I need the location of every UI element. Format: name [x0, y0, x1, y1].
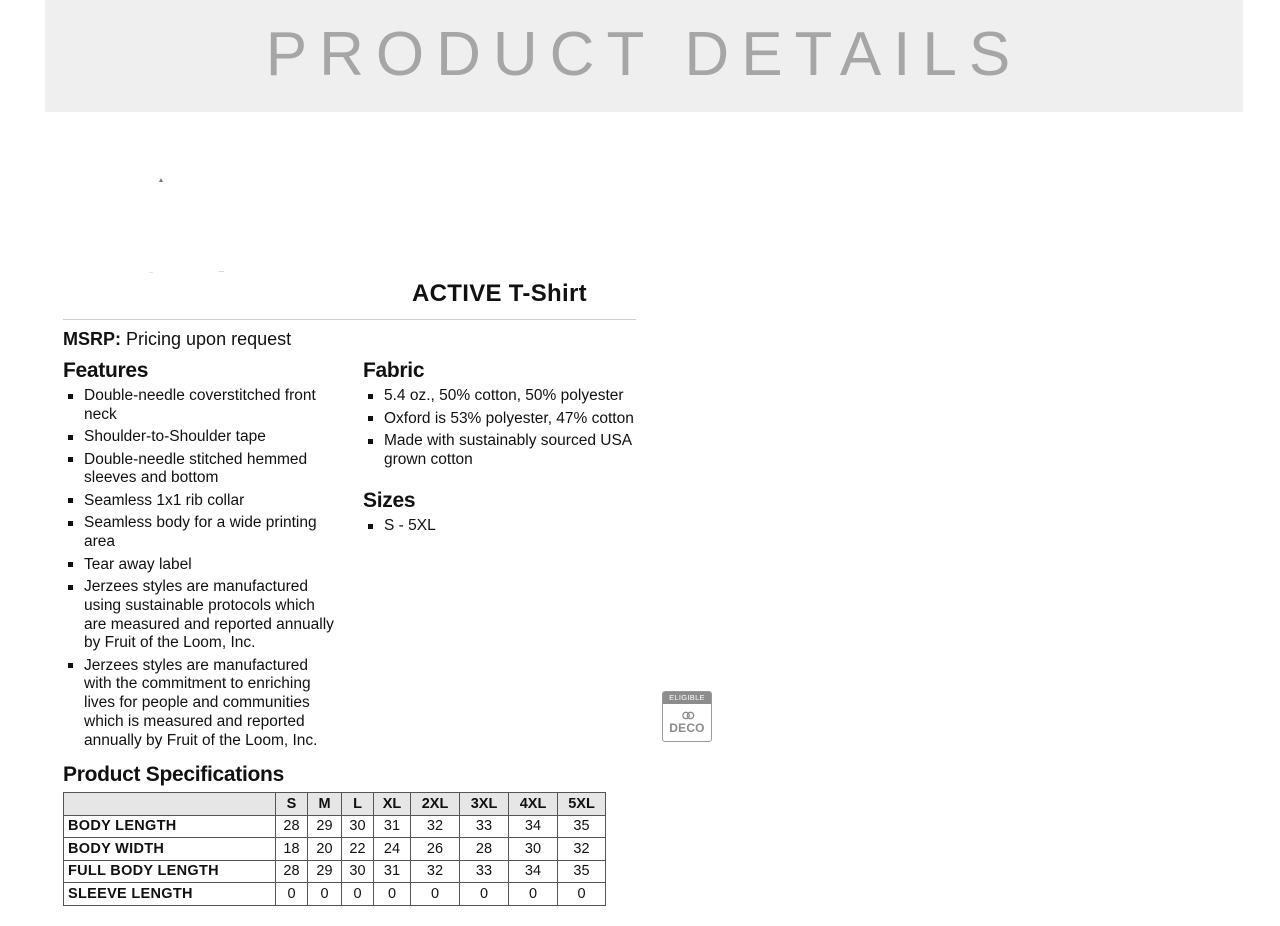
table-cell: 26 [411, 838, 460, 861]
row-label: BODY WIDTH [64, 838, 276, 861]
table-cell: 28 [276, 815, 308, 838]
table-cell: 0 [509, 883, 558, 906]
list-item: Jerzees styles are manufactured with the commitment to enriching lives for people and communities which is measured and reported annually by Fruit of the Loom, Inc. [63, 657, 335, 751]
table-header-row [64, 793, 606, 816]
fabric-list [363, 387, 643, 473]
product-name: ACTIVE T-Shirt [412, 280, 587, 307]
table-row [64, 815, 606, 838]
row-label: SLEEVE LENGTH [64, 883, 276, 906]
specs-table [63, 792, 606, 906]
table-row [64, 838, 606, 861]
specs-heading: Product Specifications [63, 763, 284, 786]
column-header: 2XL [411, 793, 460, 816]
table-cell: 29 [308, 815, 342, 838]
column-header: M [308, 793, 342, 816]
table-cell: 0 [374, 883, 411, 906]
column-header: 3XL [460, 793, 509, 816]
table-cell: 34 [509, 860, 558, 883]
list-item: Seamless 1x1 rib collar [63, 492, 335, 511]
table-cell: 31 [374, 860, 411, 883]
table-cell: 24 [374, 838, 411, 861]
list-item: Oxford is 53% polyester, 47% cotton [363, 410, 643, 429]
list-item: Double-needle coverstitched front neck [63, 387, 335, 424]
column-header: L [342, 793, 374, 816]
table-cell: 32 [411, 860, 460, 883]
product-image [63, 130, 393, 280]
table-cell: 0 [342, 883, 374, 906]
product-image-speck [149, 272, 153, 273]
sizes-heading: Sizes [363, 489, 416, 512]
table-cell: 32 [558, 838, 606, 861]
table-cell: 28 [460, 838, 509, 861]
list-item: 5.4 oz., 50% cotton, 50% polyester [363, 387, 643, 406]
msrp-label: MSRP: [63, 329, 121, 349]
badge-deco-label: DECO [669, 721, 705, 735]
table-row [64, 860, 606, 883]
row-label: BODY LENGTH [64, 815, 276, 838]
column-header: 4XL [509, 793, 558, 816]
table-cell: 33 [460, 815, 509, 838]
table-cell: 30 [342, 860, 374, 883]
table-cell: 30 [509, 838, 558, 861]
msrp-line [63, 329, 291, 350]
list-item: Tear away label [63, 556, 335, 575]
table-cell: 0 [276, 883, 308, 906]
table-cell: 28 [276, 860, 308, 883]
table-row [64, 883, 606, 906]
table-cell: 33 [460, 860, 509, 883]
column-header: S [276, 793, 308, 816]
table-cell: 31 [374, 815, 411, 838]
product-image-mark [159, 178, 163, 182]
table-cell: 35 [558, 815, 606, 838]
title-divider [63, 319, 636, 320]
column-header: 5XL [558, 793, 606, 816]
features-heading: Features [63, 359, 149, 382]
list-item: S - 5XL [363, 517, 633, 536]
table-cell: 30 [342, 815, 374, 838]
msrp-value: Pricing upon request [126, 329, 292, 349]
table-cell: 32 [411, 815, 460, 838]
table-cell: 35 [558, 860, 606, 883]
table-cell: 0 [460, 883, 509, 906]
table-cell: 22 [342, 838, 374, 861]
features-list [63, 387, 335, 754]
fabric-heading: Fabric [363, 359, 425, 382]
badge-eligible-label: ELIGIBLE [663, 692, 711, 704]
table-header-blank [64, 793, 276, 816]
table-cell: 29 [308, 860, 342, 883]
table-cell: 0 [558, 883, 606, 906]
list-item: Seamless body for a wide printing area [63, 514, 335, 551]
table-cell: 0 [411, 883, 460, 906]
sizes-list [363, 517, 633, 540]
header-band [45, 0, 1243, 112]
list-item: Shoulder-to-Shoulder tape [63, 428, 335, 447]
deco-logo-icon [680, 710, 696, 720]
table-cell: 34 [509, 815, 558, 838]
table-cell: 20 [308, 838, 342, 861]
list-item: Double-needle stitched hemmed sleeves and bottom [63, 451, 335, 488]
product-image-speck [219, 271, 224, 272]
row-label: FULL BODY LENGTH [64, 860, 276, 883]
table-cell: 18 [276, 838, 308, 861]
table-cell: 0 [308, 883, 342, 906]
deco-eligible-badge [662, 691, 712, 742]
page-title: PRODUCT DETAILS [265, 20, 1023, 89]
list-item: Jerzees styles are manufactured using sustainable protocols which are measured and reported annually by Fruit of the Loom, Inc. [63, 578, 335, 653]
column-header: XL [374, 793, 411, 816]
list-item: Made with sustainably sourced USA grown cotton [363, 432, 643, 469]
